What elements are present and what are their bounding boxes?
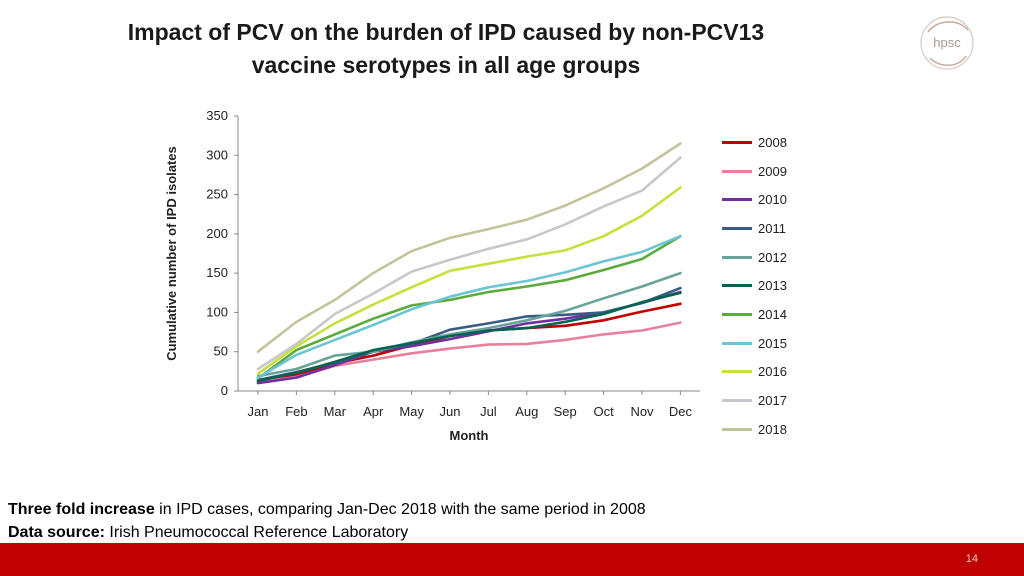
chart-legend — [722, 128, 787, 444]
x-tick-label: Feb — [285, 404, 308, 419]
legend-label: 2009 — [758, 163, 787, 179]
legend-label: 2011 — [758, 220, 786, 236]
legend-swatch — [722, 342, 752, 345]
legend-label: 2016 — [758, 364, 787, 380]
legend-swatch — [722, 313, 752, 316]
footnote-line2 — [8, 521, 646, 544]
legend-label: 2018 — [758, 421, 787, 437]
slide-title-line1: Impact of PCV on the burden of IPD caused by non-PCV13 — [127, 19, 765, 45]
legend-item-2018 — [722, 415, 787, 444]
x-tick-label: Jan — [247, 404, 269, 419]
x-axis-label: Month — [449, 428, 489, 443]
legend-swatch — [722, 198, 752, 201]
legend-swatch — [722, 370, 752, 373]
legend-label: 2010 — [758, 192, 787, 208]
y-tick-label: 250 — [206, 186, 228, 202]
y-tick-label: 100 — [206, 304, 228, 320]
legend-item-2013 — [722, 271, 787, 300]
footnote-line1 — [8, 498, 646, 521]
y-tick-label: 150 — [206, 265, 228, 281]
legend-swatch — [722, 284, 752, 287]
legend-item-2016 — [722, 358, 787, 387]
x-tick-label: Aug — [515, 404, 539, 419]
y-tick-label: 200 — [206, 225, 228, 241]
x-tick-label: Jul — [480, 404, 497, 419]
legend-item-2014 — [722, 300, 787, 329]
x-tick-label: Mar — [323, 404, 346, 419]
legend-swatch — [722, 170, 752, 173]
x-tick-label: Apr — [363, 404, 384, 419]
y-tick-label: 0 — [220, 383, 228, 398]
y-tick-label: 350 — [206, 108, 228, 123]
legend-swatch — [722, 428, 752, 431]
data-source-text: Irish Pneumococcal Reference Laboratory — [104, 524, 409, 541]
legend-swatch — [722, 227, 752, 230]
legend-label: 2013 — [758, 278, 787, 294]
legend-item-2010 — [722, 185, 787, 214]
y-tick-label: 50 — [213, 343, 228, 359]
x-tick-label: Sep — [553, 404, 577, 419]
y-tick-label: 300 — [206, 147, 228, 163]
legend-label: 2015 — [758, 335, 787, 351]
legend-item-2012 — [722, 243, 787, 272]
data-source-label: Data source: — [8, 524, 105, 541]
legend-label: 2017 — [758, 393, 787, 409]
x-tick-label: Oct — [593, 404, 614, 419]
legend-swatch — [722, 256, 752, 259]
legend-item-2008 — [722, 128, 787, 157]
slide-title-line2: vaccine serotypes in all age groups — [251, 52, 641, 78]
x-tick-label: May — [399, 404, 424, 419]
x-tick-label: Dec — [668, 404, 692, 419]
logo-text: hpsc — [933, 35, 961, 50]
footnote-emphasis: Three fold increase — [8, 501, 155, 518]
legend-item-2017 — [722, 386, 787, 415]
y-axis-label: Cumulative number of IPD isolates — [164, 146, 179, 361]
x-tick-label: Nov — [630, 404, 654, 419]
legend-item-2015 — [722, 329, 787, 358]
footnote — [8, 498, 646, 544]
legend-item-2009 — [722, 157, 787, 186]
series-line-2018 — [258, 144, 680, 352]
legend-label: 2008 — [758, 134, 787, 150]
legend-swatch — [722, 141, 752, 144]
legend-label: 2012 — [758, 249, 787, 265]
series-line-2010 — [258, 292, 680, 383]
footnote-text: in IPD cases, comparing Jan-Dec 2018 with the same period in 2008 — [154, 501, 646, 518]
legend-label: 2014 — [758, 306, 787, 322]
footer-bar — [0, 543, 1024, 576]
legend-swatch — [722, 399, 752, 402]
series-line-2017 — [258, 158, 680, 369]
page-number: 14 — [965, 553, 978, 565]
x-tick-label: Jun — [439, 404, 461, 419]
legend-item-2011 — [722, 214, 787, 243]
